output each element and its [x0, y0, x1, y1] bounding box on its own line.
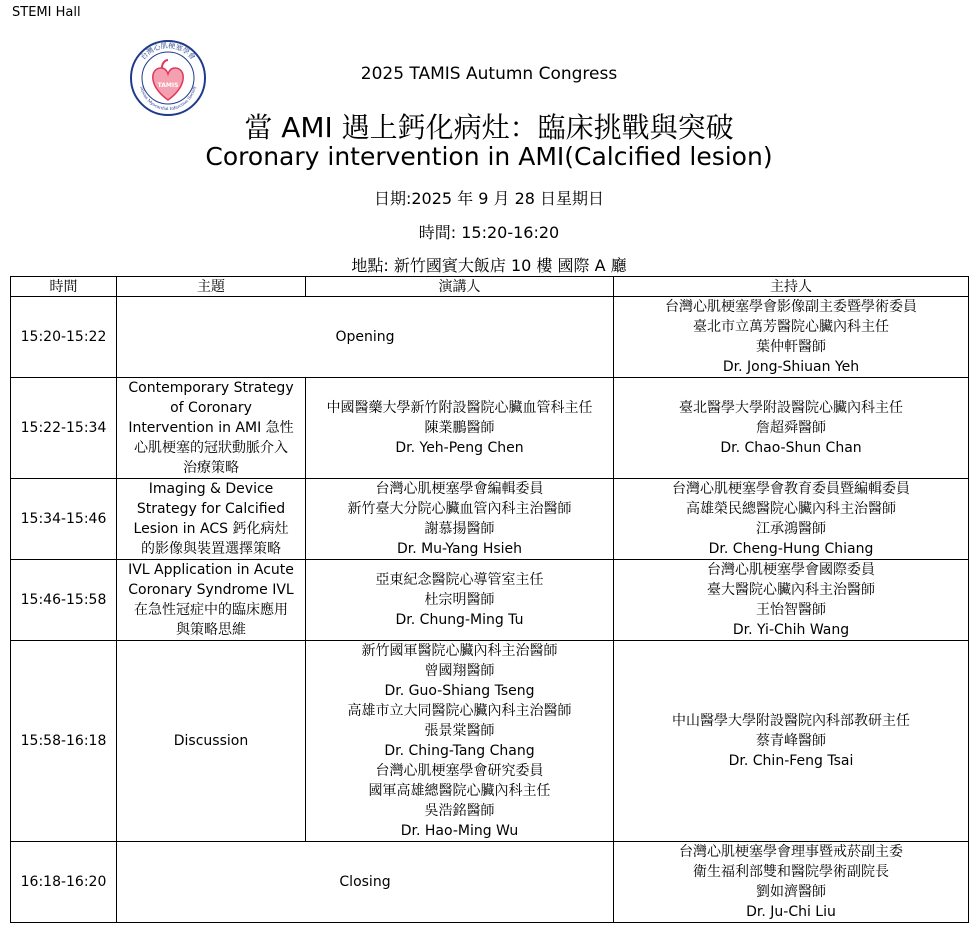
agenda-row-closing [11, 842, 969, 923]
row-speaker: 新竹國軍醫院心臟內科主治醫師 曾國翔醫師 Dr. Guo-Shiang Tseng 高雄市立大同醫院心臟內科主治醫師 張景棠醫師 Dr. Ching-Tang Chang 台灣心肌梗塞學會研究委員 國軍高雄總醫院心臟內科主任 吳浩銘醫師 Dr. Hao-Ming Wu [306, 641, 614, 842]
agenda-header-row [11, 277, 969, 297]
agenda-row-discussion [11, 641, 969, 842]
row-moderator: 台灣心肌梗塞學會國際委員 臺大醫院心臟內科主治醫師 王怡智醫師 Dr. Yi-Chih Wang [614, 560, 969, 641]
row-time: 15:58-16:18 [11, 641, 117, 842]
row-moderator: 台灣心肌梗塞學會影像副主委暨學術委員 臺北市立萬芳醫院心臟內科主任 葉仲軒醫師 Dr. Jong-Shiuan Yeh [614, 297, 969, 378]
row-topic: Contemporary Strategy of Coronary Intervention in AMI 急性 心肌梗塞的冠狀動脈介入 治療策略 [117, 378, 306, 479]
session-title-en: Coronary intervention in AMI(Calcified lesion) [205, 142, 773, 171]
logo-ring-text: 台灣心肌梗塞學會 [139, 41, 197, 62]
header-topic: 主題 [117, 277, 306, 297]
hall-label: STEMI Hall [12, 5, 81, 20]
header-time: 時間 [11, 277, 117, 297]
row-time: 15:46-15:58 [11, 560, 117, 641]
session-time: 時間: 15:20-16:20 [418, 223, 560, 242]
agenda-table [10, 276, 969, 923]
logo-ring-text-en: Taiwan Myocardial Infarction Society [139, 85, 197, 112]
congress-title: 2025 TAMIS Autumn Congress [360, 64, 618, 84]
row-time: 15:22-15:34 [11, 378, 117, 479]
row-moderator: 中山醫學大學附設醫院內科部教研主任 蔡青峰醫師 Dr. Chin-Feng Tsai [614, 641, 969, 842]
row-time: 16:18-16:20 [11, 842, 117, 923]
row-topic: Imaging & Device Strategy for Calcified Lesion in ACS 鈣化病灶 的影像與裝置選擇策略 [117, 479, 306, 560]
agenda-row-3 [11, 560, 969, 641]
logo-center-text: TAMIS [157, 82, 179, 89]
session-date: 日期:2025 年 9 月 28 日星期日 [373, 189, 605, 208]
header-speaker: 演講人 [306, 277, 614, 297]
row-moderator: 臺北醫學大學附設醫院心臟內科主任 詹超舜醫師 Dr. Chao-Shun Chan [614, 378, 969, 479]
agenda-row-opening [11, 297, 969, 378]
row-topic: Closing [117, 842, 614, 923]
row-topic: Opening [117, 297, 614, 378]
row-moderator: 台灣心肌梗塞學會理事暨戒菸副主委 衛生福利部雙和醫院學術副院長 劉如濟醫師 Dr. Ju-Chi Liu [614, 842, 969, 923]
row-time: 15:34-15:46 [11, 479, 117, 560]
header-moderator: 主持人 [614, 277, 969, 297]
row-speaker: 中國醫藥大學新竹附設醫院心臟血管科主任 陳業鵬醫師 Dr. Yeh-Peng Chen [306, 378, 614, 479]
row-moderator: 台灣心肌梗塞學會教育委員暨編輯委員 高雄榮民總醫院心臟內科主治醫師 江承鴻醫師 Dr. Cheng-Hung Chiang [614, 479, 969, 560]
row-time: 15:20-15:22 [11, 297, 117, 378]
row-speaker: 亞東紀念醫院心導管室主任 杜宗明醫師 Dr. Chung-Ming Tu [306, 560, 614, 641]
session-title-zh: 當 AMI 遇上鈣化病灶：臨床挑戰與突破 [244, 111, 734, 144]
svg-text:台灣心肌梗塞學會 [139, 41, 198, 62]
row-speaker: 台灣心肌梗塞學會編輯委員 新竹臺大分院心臟血管內科主治醫師 謝慕揚醫師 Dr. Mu-Yang Hsieh [306, 479, 614, 560]
agenda-row-2 [11, 479, 969, 560]
row-topic: Discussion [117, 641, 306, 842]
row-topic: IVL Application in Acute Coronary Syndrome IVL 在急性冠症中的臨床應用 與策略思維 [117, 560, 306, 641]
session-venue: 地點: 新竹國賓大飯店 10 樓 國際 A 廳 [351, 256, 627, 275]
agenda-row-1 [11, 378, 969, 479]
